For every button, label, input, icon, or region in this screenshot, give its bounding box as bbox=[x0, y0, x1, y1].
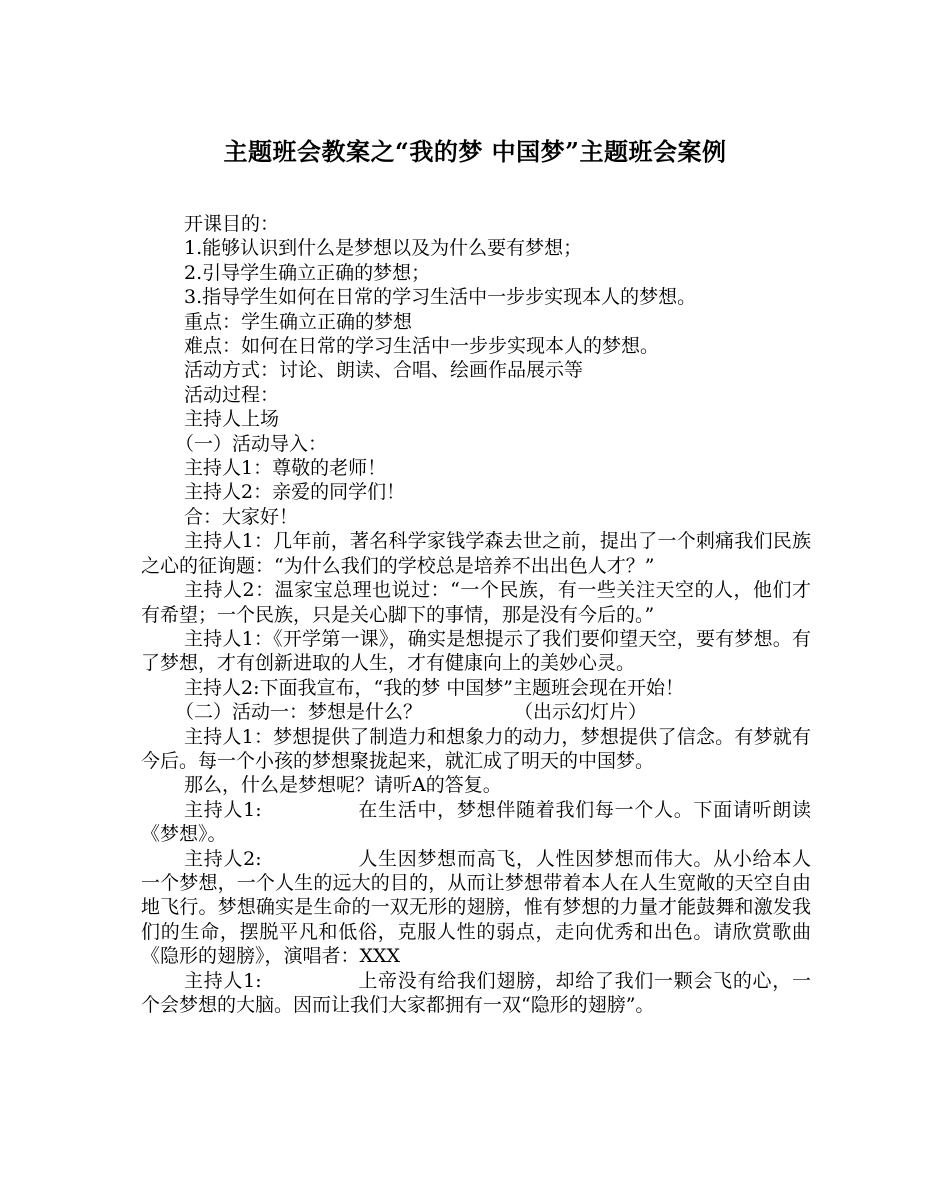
paragraph: 3.指导学生如何在日常的学习生活中一步步实现本人的梦想。 bbox=[184, 286, 697, 309]
paragraph: 开课目的： bbox=[184, 213, 280, 235]
paragraph bbox=[141, 847, 811, 969]
paragraph: 主持人2:下面我宣布，“我的梦 中国梦”主题班会现在开始！ bbox=[184, 676, 684, 699]
document-title: 主题班会教案之“我的梦 中国梦”主题班会案例 bbox=[223, 137, 727, 166]
paragraph: 活动过程： bbox=[184, 383, 280, 406]
section-title: （二）活动一：梦想是什么？ bbox=[175, 701, 423, 724]
paragraph: 重点：学生确立正确的梦想 bbox=[184, 310, 413, 333]
paragraph: 主持人1：尊敬的老师！ bbox=[184, 457, 387, 480]
slide-note: （出示幻灯片） bbox=[514, 701, 648, 724]
paragraph: 活动方式：讨论、朗读、合唱、绘画作品展示等 bbox=[184, 359, 584, 382]
section-heading bbox=[141, 700, 811, 724]
paragraph: 主持人2：温家宝总理也说过：“一个民族，有一些关注天空的人，他们才有希望；一个民族，只是关心脚下的事情，那是没有今后的。” bbox=[141, 579, 811, 626]
paragraph: 那么，什么是梦想呢？请听A的答复。 bbox=[184, 774, 502, 797]
paragraph: 主持人1：几年前，著名科学家钱学森去世之前，提出了一个刺痛我们民族之心的征询题：“为什么我们的学校总是培养不出出色人才？” bbox=[141, 530, 811, 577]
section-heading: （一）活动导入： bbox=[175, 432, 328, 455]
paragraph: 主持人上场 bbox=[184, 408, 280, 431]
speech-text: 在生活中，梦想伴随着我们每一个人。下面请听朗读《梦想》。 bbox=[141, 798, 811, 846]
speaker-label: 主持人2: bbox=[184, 847, 262, 870]
speaker-label: 主持人1: bbox=[184, 798, 262, 821]
paragraph: 主持人2：亲爱的同学们！ bbox=[184, 481, 406, 504]
paragraph: 1.能够认识到什么是梦想以及为什么要有梦想； bbox=[184, 237, 583, 260]
speech-text: 人生因梦想而高飞，人性因梦想而伟大。从小给本人一个梦想，一个人生的远大的目的，从而让梦想带着本人在人生宽敞的天空自由地飞行。梦想确实是生命的一双无形的翅膀，惟有梦想的力量才能鼓舞和激发我们的生命，摆脱平凡和低俗，克服人性的弱点，走向优秀和出色。请欣赏歌曲《隐形的翅膀》，演唱者：XXX bbox=[141, 847, 811, 968]
document-body bbox=[141, 212, 811, 1017]
paragraph: 合：大家好！ bbox=[184, 505, 299, 528]
paragraph: 主持人1：《开学第一课》，确实是想提示了我们要仰望天空，要有梦想。有了梦想，才有创新进取的人生，才有健康向上的美妙心灵。 bbox=[141, 627, 811, 675]
paragraph: 难点：如何在日常的学习生活中一步步实现本人的梦想。 bbox=[184, 335, 660, 358]
paragraph bbox=[141, 798, 811, 847]
paragraph: 主持人1：梦想提供了制造力和想象力的动力，梦想提供了信念。有梦就有今后。每一个小孩的梦想聚拢起来，就汇成了明天的中国梦。 bbox=[141, 725, 811, 772]
paragraph: 2.引导学生确立正确的梦想； bbox=[184, 261, 431, 284]
speaker-label: 主持人1: bbox=[184, 969, 262, 992]
speech-text: 上帝没有给我们翅膀，却给了我们一颗会飞的心，一个会梦想的大脑。因而让我们大家都拥有一双“隐形的翅膀”。 bbox=[141, 969, 811, 1016]
paragraph bbox=[141, 969, 811, 1018]
